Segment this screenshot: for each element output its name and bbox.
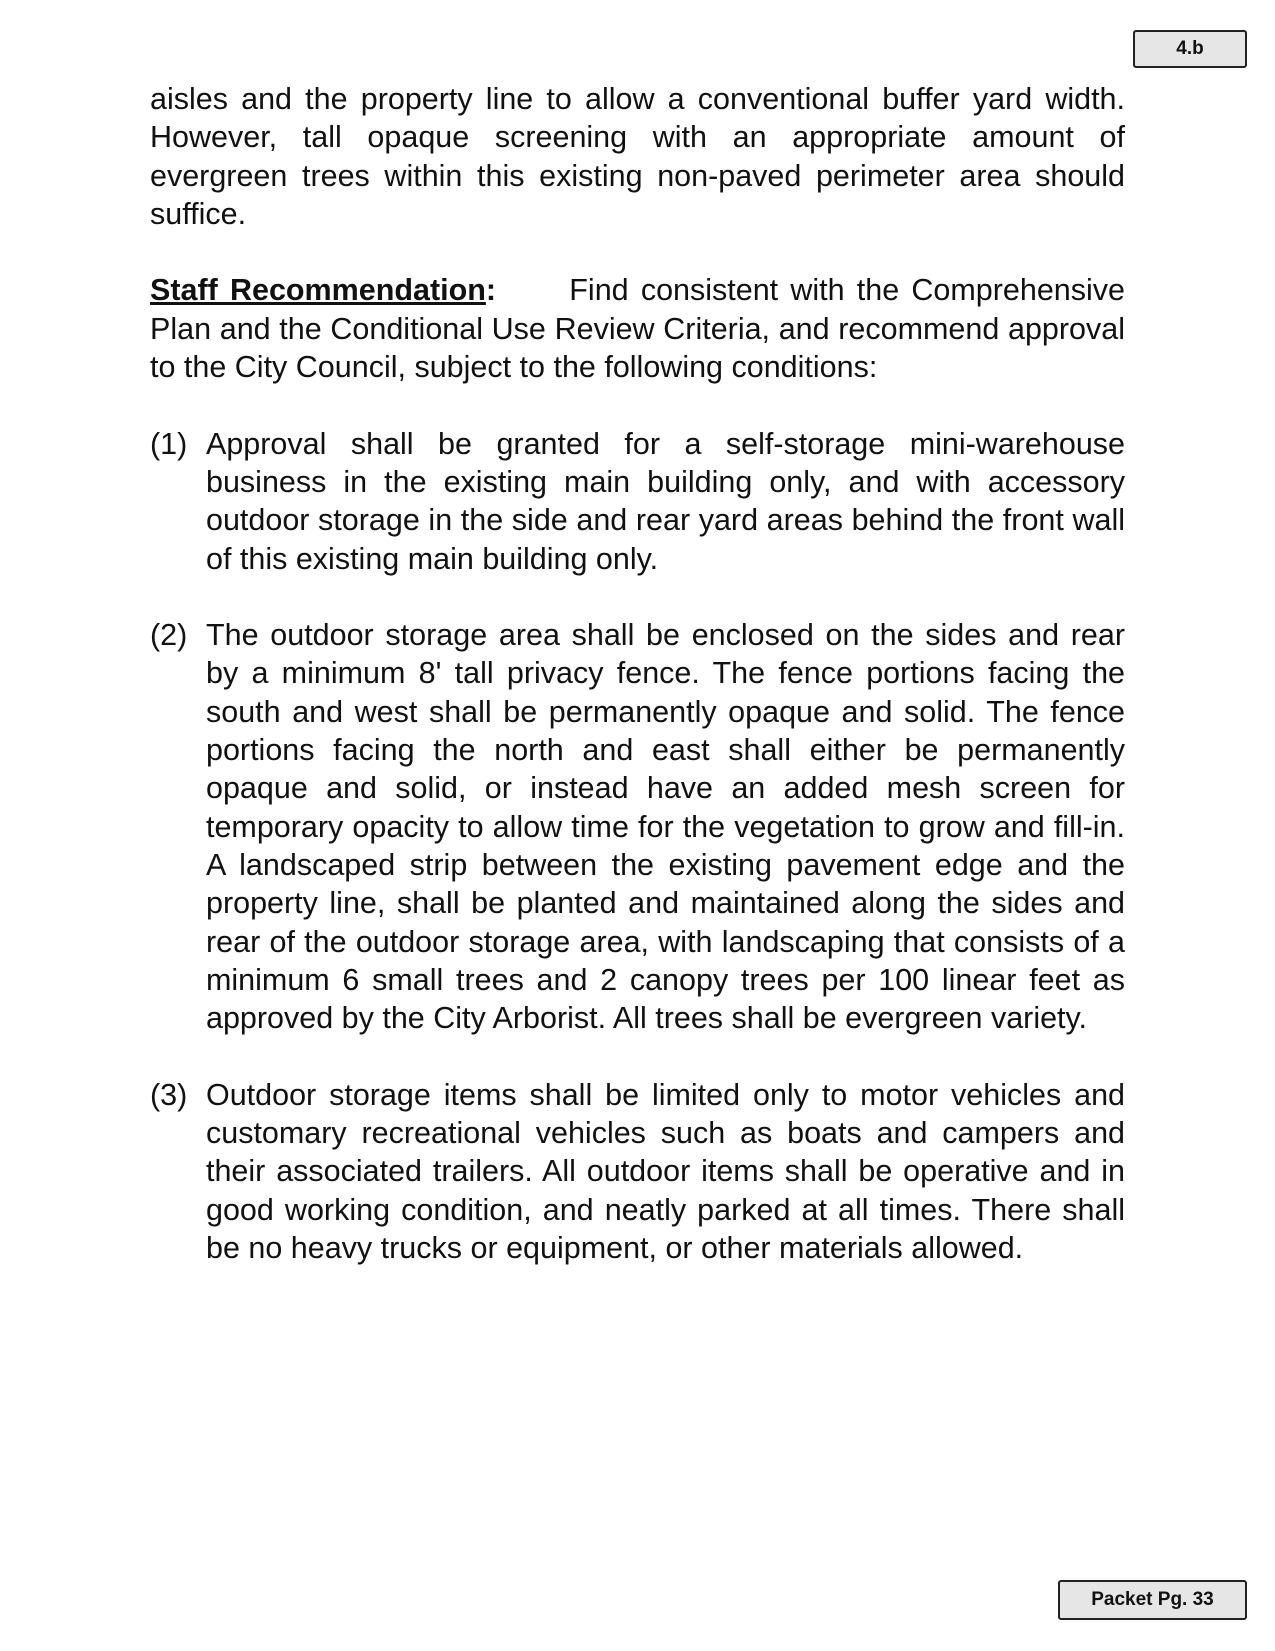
condition-text: The outdoor storage area shall be enclosed on the sides and rear by a minimum 8' tall privacy fence. The fence portions facing the south and west shall be permanently opaque and solid. The fence portions facing the north and east shall either be permanently opaque and solid, or instead have an added mesh screen for temporary opacity to allow time for the vegetation to grow and fill-in. A landscaped strip between the existing pavement edge and the property line, shall be planted and maintained along the sides and rear of the outdoor storage area, with landscaping that consists of a minimum 6 small trees and 2 canopy trees per 100 linear feet as approved by the City Arborist. All trees shall be evergreen variety.	[206, 618, 1125, 1036]
spacer	[150, 1037, 1125, 1075]
agenda-item-tag: 4.b	[1133, 30, 1247, 68]
condition-text: Outdoor storage items shall be limited only to motor vehicles and customary recreational vehicles such as boats and campers and their associated trailers. All outdoor items shall be operative and in good working condition, and neatly parked at all times. There shall be no heavy trucks or equipment, or other materials allowed.	[206, 1077, 1125, 1265]
staff-recommendation-heading: Staff Recommendation	[150, 273, 486, 308]
spacer	[150, 578, 1125, 616]
document-body	[150, 80, 1125, 1267]
condition-number: (2)	[150, 618, 188, 653]
heading-colon: :	[485, 273, 497, 308]
packet-page-number: Packet Pg. 33	[1058, 1580, 1247, 1620]
intro-paragraph: aisles and the property line to allow a conventional buffer yard width. However, tall opaque screening with an appropriate amount of evergreen trees within this existing non-paved perimeter area should suffice.	[150, 82, 1125, 231]
spacer	[150, 386, 1125, 424]
condition-item-3	[150, 1076, 1125, 1267]
condition-item-1	[150, 425, 1125, 578]
staff-recommendation-text: Find consistent with the Comprehensive Plan and the Conditional Use Review Criteria, and recommend approval to the City Council, subject to the following conditions:	[150, 273, 1126, 385]
condition-number: (1)	[150, 426, 188, 461]
staff-recommendation-paragraph	[150, 271, 1125, 386]
condition-number: (3)	[150, 1077, 188, 1112]
spacer	[150, 233, 1125, 271]
condition-text: Approval shall be granted for a self-storage mini-warehouse business in the existing main building only, and with accessory outdoor storage in the side and rear yard areas behind the front wall of this existing main building only.	[206, 426, 1125, 576]
condition-item-2	[150, 616, 1125, 1037]
